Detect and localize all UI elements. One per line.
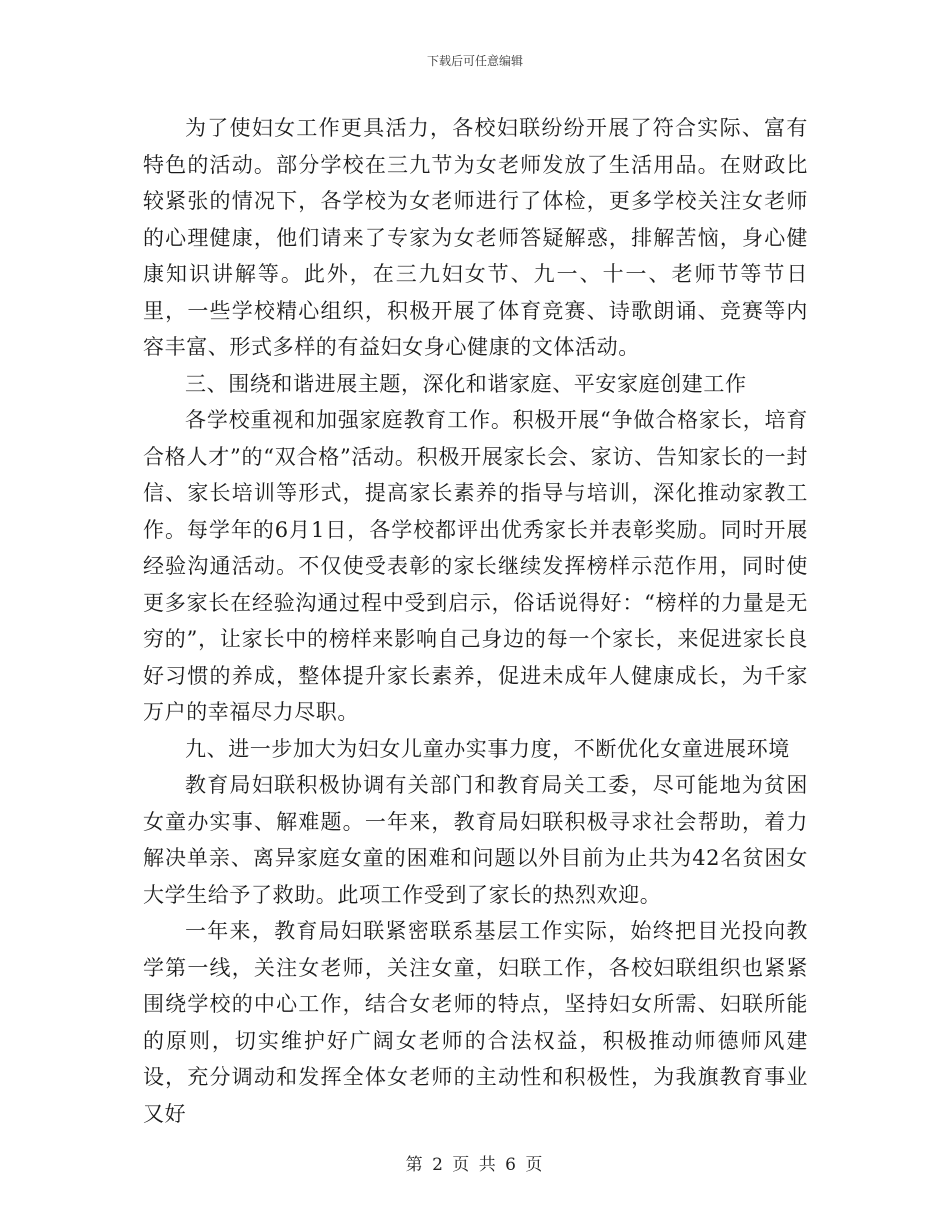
paragraph-year-summary: 一年来，教育局妇联紧密联系基层工作实际，始终把目光投向教学第一线，关注女老师，关注女童，妇联工作，各校妇联组织也紧紧围绕学校的中心工作，结合女老师的特点，坚持妇女所需、妇联所能的原则，切实维护好广阔女老师的合法权益，积极推动师德师风建设，充分调动和发挥全体女老师的主动性和积极性，为我旗教育事业又好 xyxy=(143,919,808,1126)
paragraph-family-education: 各学校重视和加强家庭教育工作。积极开展“争做合格家长，培育合格人才”的“双合格”活动。积极开展家长会、家访、告知家长的一封信、家长培训等形式，提高家长素养的指导与培训，深化推动家教工作。每学年的6月1日，各学校都评出优秀家长并表彰奖励。同时开展经验沟通活动。不仅使受表彰的家长继续发挥榜样示范作用，同时使更多家长在经验沟通过程中受到启示，俗话说得好：“榜样的力量是无穷的”，让家长中的榜样来影响自己身边的每一个家长，来促进家长良好习惯的养成，整体提升家长素养，促进未成年人健康成长，为千家万户的幸福尽力尽职。 xyxy=(143,408,808,724)
section-heading-women-children: 九、进一步加大为妇女儿童办实事力度，不断优化女童进展环境 xyxy=(185,736,790,761)
document-body xyxy=(143,110,808,1132)
paragraph-girls-assistance: 教育局妇联积极协调有关部门和教育局关工委，尽可能地为贫困女童办实事、解难题。一年来，教育局妇联积极寻求社会帮助，着力解决单亲、离异家庭女童的困难和问题以外目前为止共为42名贫困女大学生给予了救助。此项工作受到了家长的热烈欢迎。 xyxy=(143,773,808,907)
section-heading-harmonious-family: 三、围绕和谐进展主题，深化和谐家庭、平安家庭创建工作 xyxy=(185,371,747,396)
paragraph-women-activities: 为了使妇女工作更具活力，各校妇联纷纷开展了符合实际、富有特色的活动。部分学校在三九节为女老师发放了生活用品。在财政比较紧张的情况下，各学校为女老师进行了体检，更多学校关注女老师的心理健康，他们请来了专家为女老师答疑解惑，排解苦恼，身心健康知识讲解等。此外，在三九妇女节、九一、十一、老师节等节日里，一些学校精心组织，积极开展了体育竞赛、诗歌朗诵、竞赛等内容丰富、形式多样的有益妇女身心健康的文体活动。 xyxy=(143,116,808,359)
page-number-footer: 第 2 页 共 6 页 xyxy=(405,1155,545,1175)
page-header-note: 下载后可任意编辑 xyxy=(426,54,523,68)
